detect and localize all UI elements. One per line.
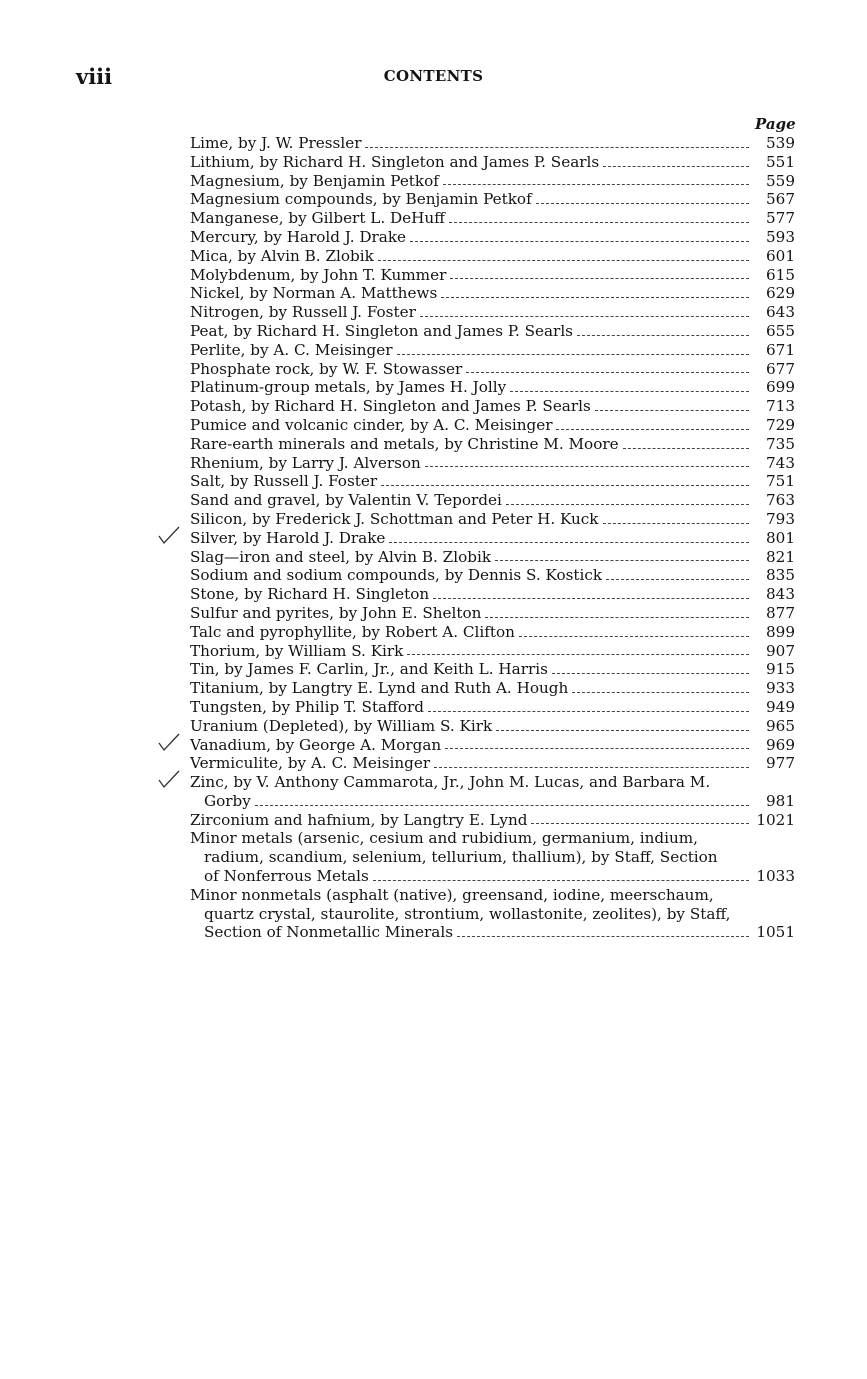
dot-leader <box>457 936 749 937</box>
toc-entry <box>188 322 795 341</box>
toc-entry-text: Sand and gravel, by Valentin V. Tepordei <box>190 491 502 510</box>
toc-entry-text: Tungsten, by Philip T. Stafford <box>190 697 425 716</box>
page-number: 965 <box>766 716 795 735</box>
dot-leader <box>572 692 749 693</box>
toc-entry-line <box>188 341 795 360</box>
dot-leader <box>510 391 749 392</box>
dot-leader <box>450 278 749 279</box>
toc-entry-line <box>188 736 795 755</box>
toc-entry-text: Platinum-group metals, by James H. Jolly <box>190 378 507 397</box>
toc-entry-text: Stone, by Richard H. Singleton <box>190 585 430 604</box>
toc-entry <box>188 360 795 379</box>
dot-leader <box>433 598 749 599</box>
toc-entry-text: Mercury, by Harold J. Drake <box>190 227 407 246</box>
toc-entry-line <box>188 134 795 153</box>
page-number: 629 <box>766 284 795 303</box>
page-number: 763 <box>766 491 795 510</box>
toc-entry-text: quartz crystal, staurolite, strontium, wollastonite, zeolites), by Staff, <box>204 904 731 923</box>
toc-entry-text: Potash, by Richard H. Singleton and James P. Searls <box>190 397 591 416</box>
toc-entry <box>188 529 795 548</box>
page-number: 577 <box>766 209 795 228</box>
toc-entry-line <box>188 754 795 773</box>
toc-entry-text: Section of Nonmetallic Minerals <box>204 923 454 942</box>
toc-entry-line <box>188 660 795 679</box>
toc-entry-line <box>188 585 795 604</box>
page-number: 977 <box>766 754 795 773</box>
toc-entry <box>188 153 795 172</box>
toc-entry-line <box>188 529 795 548</box>
toc-entry-text: Perlite, by A. C. Meisinger <box>190 340 393 359</box>
dot-leader <box>389 542 749 543</box>
toc-entry-line <box>188 322 795 341</box>
toc-entry-line <box>188 679 795 698</box>
toc-entry-text: Pumice and volcanic cinder, by A. C. Meisinger <box>190 415 553 434</box>
toc-entry <box>188 585 795 604</box>
toc-entry-text: Lime, by J. W. Pressler <box>190 134 362 152</box>
dot-leader <box>449 222 749 223</box>
toc-entry-text: Vanadium, by George A. Morgan <box>190 735 442 754</box>
page-number: 643 <box>766 303 795 322</box>
toc-entry-line <box>188 792 795 811</box>
dot-leader <box>603 523 749 524</box>
dot-leader <box>428 711 749 712</box>
dot-leader <box>603 166 749 167</box>
dot-leader <box>623 448 749 449</box>
toc-entry <box>188 773 795 811</box>
toc-entry-text: Nickel, by Norman A. Matthews <box>190 284 438 303</box>
check-mark-icon <box>158 733 180 753</box>
toc-entry-text: Gorby <box>204 791 251 810</box>
page-number: 729 <box>766 415 795 434</box>
page-folio: viii <box>76 64 113 89</box>
toc-entry <box>188 754 795 773</box>
toc-entry <box>188 209 795 228</box>
dot-leader <box>425 466 749 467</box>
toc-entry <box>188 886 795 942</box>
toc-entry <box>188 303 795 322</box>
toc-entry-line <box>188 266 795 285</box>
table-of-contents <box>188 134 795 942</box>
toc-entry <box>188 623 795 642</box>
toc-entry-text: Phosphate rock, by W. F. Stowasser <box>190 359 463 378</box>
dot-leader <box>443 184 749 185</box>
toc-entry-line <box>188 284 795 303</box>
toc-entry-line <box>188 923 795 942</box>
check-mark-icon <box>158 526 180 546</box>
dot-leader <box>485 617 749 618</box>
toc-entry-text: Manganese, by Gilbert L. DeHuff <box>190 209 445 228</box>
toc-entry-line <box>188 829 795 848</box>
toc-entry <box>188 266 795 285</box>
page-number: 743 <box>766 453 795 472</box>
dot-leader <box>378 260 749 261</box>
page-number: 915 <box>766 660 795 679</box>
page-number: 751 <box>766 472 795 491</box>
page-number: 981 <box>766 791 795 810</box>
page-number: 899 <box>766 622 795 641</box>
check-mark-icon <box>158 770 180 790</box>
toc-entry-text: Lithium, by Richard H. Singleton and James P. Searls <box>190 152 600 171</box>
page-number: 843 <box>766 585 795 604</box>
toc-entry-line <box>188 472 795 491</box>
toc-entry-line <box>188 886 795 905</box>
toc-entry-text: Mica, by Alvin B. Zlobik <box>190 246 374 265</box>
dot-leader <box>420 316 749 317</box>
dot-leader <box>606 579 749 580</box>
toc-entry-text: of Nonferrous Metals <box>204 867 369 886</box>
toc-entry <box>188 172 795 191</box>
toc-entry-text: Talc and pyrophyllite, by Robert A. Clifton <box>190 622 515 641</box>
toc-entry-text: Zinc, by V. Anthony Cammarota, Jr., John M. Lucas, and Barbara M. <box>190 773 711 792</box>
dot-leader <box>519 636 749 637</box>
toc-entry-text: Silicon, by Frederick J. Schottman and Peter H. Kuck <box>190 509 599 528</box>
dot-leader <box>441 297 749 298</box>
toc-entry <box>188 811 795 830</box>
toc-entry <box>188 698 795 717</box>
toc-entry-text: Titanium, by Langtry E. Lynd and Ruth A. Hough <box>190 679 569 698</box>
dot-leader <box>552 673 749 674</box>
dot-leader <box>381 485 749 486</box>
toc-entry <box>188 228 795 247</box>
toc-entry-line <box>188 491 795 510</box>
toc-entry-line <box>188 773 795 792</box>
toc-entry <box>188 416 795 435</box>
dot-leader <box>531 823 749 824</box>
toc-entry <box>188 397 795 416</box>
toc-entry-line <box>188 360 795 379</box>
toc-entry <box>188 829 795 885</box>
toc-entry-line <box>188 454 795 473</box>
toc-entry-text: Salt, by Russell J. Foster <box>190 472 378 491</box>
page-number: 949 <box>766 697 795 716</box>
dot-leader <box>466 372 749 373</box>
dot-leader <box>496 730 749 731</box>
toc-entry-line <box>188 397 795 416</box>
toc-entry-text: Rare-earth minerals and metals, by Christine M. Moore <box>190 434 619 453</box>
toc-entry <box>188 679 795 698</box>
toc-entry-line <box>188 303 795 322</box>
page-number: 1051 <box>756 923 795 942</box>
page-number: 735 <box>766 434 795 453</box>
toc-entry-line <box>188 228 795 247</box>
page-number: 821 <box>766 547 795 566</box>
toc-entry-line <box>188 247 795 266</box>
page-number: 793 <box>766 509 795 528</box>
toc-entry <box>188 510 795 529</box>
dot-leader <box>373 880 749 881</box>
toc-entry-text: Nitrogen, by Russell J. Foster <box>190 303 416 322</box>
page-number: 655 <box>766 321 795 340</box>
toc-entry-text: Zirconium and hafnium, by Langtry E. Lynd <box>190 810 528 829</box>
dot-leader <box>536 203 749 204</box>
dot-leader <box>255 805 749 806</box>
page-number: 713 <box>766 397 795 416</box>
toc-entry-text: Vermiculite, by A. C. Meisinger <box>190 754 431 773</box>
toc-entry <box>188 435 795 454</box>
toc-entry-line <box>188 642 795 661</box>
page-number: 551 <box>766 152 795 171</box>
toc-entry <box>188 566 795 585</box>
toc-entry-line <box>188 623 795 642</box>
toc-entry <box>188 660 795 679</box>
toc-entry-line <box>188 435 795 454</box>
page-number: 835 <box>766 566 795 585</box>
page-number: 801 <box>766 528 795 547</box>
dot-leader <box>407 654 749 655</box>
toc-entry <box>188 642 795 661</box>
toc-entry <box>188 284 795 303</box>
toc-entry <box>188 454 795 473</box>
toc-entry-text: Tin, by James F. Carlin, Jr., and Keith L. Harris <box>190 660 548 679</box>
toc-entry-line <box>188 153 795 172</box>
toc-entry-line <box>188 416 795 435</box>
toc-entry <box>188 736 795 755</box>
page-number: 1021 <box>756 810 795 829</box>
toc-entry-line <box>188 698 795 717</box>
page-number: 933 <box>766 679 795 698</box>
toc-entry <box>188 134 795 153</box>
toc-entry-text: Peat, by Richard H. Singleton and James P. Searls <box>190 321 573 340</box>
toc-entry-line <box>188 172 795 191</box>
page-number: 671 <box>766 340 795 359</box>
toc-entry <box>188 472 795 491</box>
toc-entry <box>188 491 795 510</box>
page-number: 969 <box>766 735 795 754</box>
toc-entry-text: Rhenium, by Larry J. Alverson <box>190 453 421 472</box>
toc-entry-line <box>188 604 795 623</box>
page-number: 677 <box>766 359 795 378</box>
toc-entry <box>188 341 795 360</box>
toc-entry <box>188 717 795 736</box>
toc-entry-line <box>188 848 795 867</box>
toc-entry-text: Uranium (Depleted), by William S. Kirk <box>190 716 493 735</box>
toc-entry-line <box>188 190 795 209</box>
toc-entry-text: Sulfur and pyrites, by John E. Shelton <box>190 603 482 622</box>
toc-entry-line <box>188 378 795 397</box>
toc-entry-line <box>188 867 795 886</box>
toc-entry-line <box>188 548 795 567</box>
toc-entry-text: Magnesium compounds, by Benjamin Petkof <box>190 190 532 209</box>
page-number: 1033 <box>756 867 795 886</box>
toc-entry-text: Magnesium, by Benjamin Petkof <box>190 171 439 190</box>
toc-entry <box>188 604 795 623</box>
page-number: 567 <box>766 190 795 209</box>
page-number: 559 <box>766 171 795 190</box>
toc-entry-text: Minor nonmetals (asphalt (native), greensand, iodine, meerschaum, <box>190 885 714 904</box>
toc-entry-text: Minor metals (arsenic, cesium and rubidium, germanium, indium, <box>190 829 698 848</box>
running-head: CONTENTS <box>383 67 484 85</box>
page-number: 615 <box>766 265 795 284</box>
dot-leader <box>506 504 749 505</box>
toc-entry-line <box>188 209 795 228</box>
dot-leader <box>365 147 749 148</box>
toc-entry-line <box>188 811 795 830</box>
dot-leader <box>495 560 749 561</box>
toc-entry <box>188 247 795 266</box>
page-column-header: Page <box>755 115 796 133</box>
dot-leader <box>577 335 749 336</box>
toc-entry-text: Molybdenum, by John T. Kummer <box>190 265 447 284</box>
toc-entry-text: Thorium, by William S. Kirk <box>190 641 404 660</box>
page-number: 907 <box>766 641 795 660</box>
dot-leader <box>434 767 749 768</box>
dot-leader <box>595 410 749 411</box>
toc-entry-line <box>188 905 795 924</box>
dot-leader <box>397 354 749 355</box>
dot-leader <box>445 748 749 749</box>
page-number: 601 <box>766 246 795 265</box>
toc-entry-text: radium, scandium, selenium, tellurium, thallium), by Staff, Section <box>204 848 718 867</box>
toc-entry-text: Slag—iron and steel, by Alvin B. Zlobik <box>190 547 492 566</box>
toc-entry <box>188 378 795 397</box>
page-number: 593 <box>766 227 795 246</box>
toc-entry <box>188 190 795 209</box>
toc-entry-text: Silver, by Harold J. Drake <box>190 528 386 547</box>
dot-leader <box>410 241 749 242</box>
toc-entry-text: Sodium and sodium compounds, by Dennis S. Kostick <box>190 566 603 585</box>
page-number: 699 <box>766 378 795 397</box>
dot-leader <box>556 429 749 430</box>
page-number: 877 <box>766 603 795 622</box>
toc-entry-line <box>188 717 795 736</box>
page-number: 539 <box>766 134 795 152</box>
toc-entry-line <box>188 566 795 585</box>
toc-entry <box>188 548 795 567</box>
toc-entry-line <box>188 510 795 529</box>
